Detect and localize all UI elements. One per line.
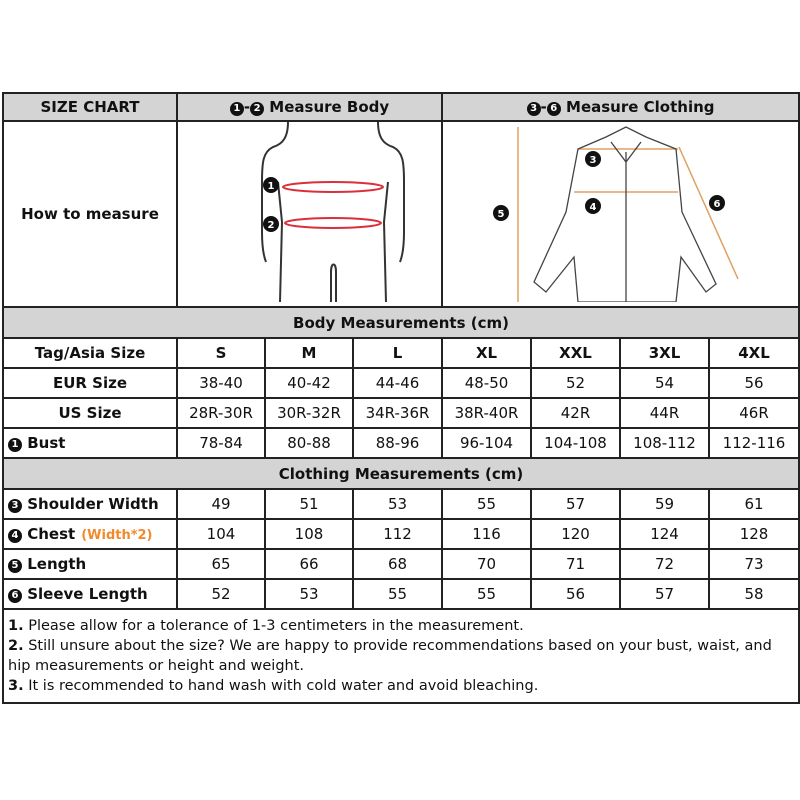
value-cell: 61 (709, 489, 799, 519)
value-cell: 108 (265, 519, 353, 549)
value-cell: 78-84 (177, 428, 265, 458)
row-label (3, 549, 177, 579)
table-row (3, 519, 799, 549)
size-cell: XL (442, 338, 531, 368)
row-label-text: Shoulder Width (27, 495, 159, 513)
value-cell: 128 (709, 519, 799, 549)
row-label (3, 398, 177, 428)
value-cell: 48-50 (442, 368, 531, 398)
number-badge-icon: 3 (527, 102, 541, 116)
value-cell: 55 (353, 579, 442, 609)
number-badge-icon: 1 (8, 438, 22, 452)
row-label-text: US Size (58, 404, 122, 422)
row-label (3, 368, 177, 398)
value-cell: 68 (353, 549, 442, 579)
value-cell: 57 (531, 489, 620, 519)
value-cell: 40-42 (265, 368, 353, 398)
measure-body-header: 1 - 2 Measure Body (177, 93, 442, 121)
value-cell: 58 (709, 579, 799, 609)
value-cell: 120 (531, 519, 620, 549)
value-cell: 57 (620, 579, 709, 609)
row-label (3, 489, 177, 519)
value-cell: 124 (620, 519, 709, 549)
value-cell: 80-88 (265, 428, 353, 458)
shirt-figure-icon (466, 122, 776, 302)
value-cell: 55 (442, 489, 531, 519)
value-cell: 70 (442, 549, 531, 579)
value-cell: 56 (709, 368, 799, 398)
table-row (3, 549, 799, 579)
value-cell: 42R (531, 398, 620, 428)
value-cell: 51 (265, 489, 353, 519)
value-cell: 71 (531, 549, 620, 579)
measure-body-label: Measure Body (269, 98, 390, 116)
table-row (3, 579, 799, 609)
value-cell: 53 (265, 579, 353, 609)
width-note: (Width*2) (81, 528, 153, 543)
number-badge-icon: 3 (8, 499, 22, 513)
value-cell: 104 (177, 519, 265, 549)
value-cell: 38-40 (177, 368, 265, 398)
value-cell: 108-112 (620, 428, 709, 458)
table-row (3, 489, 799, 519)
number-badge-icon: 1 (230, 102, 244, 116)
number-badge-icon: 6 (8, 589, 22, 603)
value-cell: 38R-40R (442, 398, 531, 428)
value-cell: 59 (620, 489, 709, 519)
size-cell: 3XL (620, 338, 709, 368)
table-row (3, 428, 799, 458)
value-cell: 30R-32R (265, 398, 353, 428)
size-cell: M (265, 338, 353, 368)
table-row (3, 368, 799, 398)
value-cell: 56 (531, 579, 620, 609)
value-cell: 112 (353, 519, 442, 549)
row-label-text: EUR Size (52, 374, 128, 392)
size-cell: S (177, 338, 265, 368)
number-badge-icon: 4 (8, 529, 22, 543)
row-label-text: Bust (27, 434, 66, 452)
sizes-label: Tag/Asia Size (3, 338, 177, 368)
value-cell: 73 (709, 549, 799, 579)
size-cell: L (353, 338, 442, 368)
row-label (3, 579, 177, 609)
note-item: 3. It is recommended to hand wash with cold water and avoid bleaching. (8, 678, 539, 694)
measure-clothing-label: Measure Clothing (566, 98, 715, 116)
value-cell: 46R (709, 398, 799, 428)
clothing-illustration (442, 121, 799, 307)
value-cell: 44-46 (353, 368, 442, 398)
value-cell: 72 (620, 549, 709, 579)
value-cell: 34R-36R (353, 398, 442, 428)
svg-text:5: 5 (497, 209, 504, 220)
svg-text:4: 4 (589, 202, 596, 213)
clothing-section-title: Clothing Measurements (cm) (3, 458, 799, 489)
body-section-title: Body Measurements (cm) (3, 307, 799, 338)
body-illustration (177, 121, 442, 307)
notes-cell (3, 609, 799, 703)
size-chart-title: SIZE CHART (3, 93, 177, 121)
note-item: 1. Please allow for a tolerance of 1-3 centimeters in the measurement. (8, 618, 524, 634)
value-cell: 53 (353, 489, 442, 519)
svg-text:3: 3 (589, 155, 596, 166)
header-row (3, 93, 799, 121)
row-label (3, 428, 177, 458)
illustration-row (3, 121, 799, 307)
body-section-row (3, 307, 799, 338)
value-cell: 28R-30R (177, 398, 265, 428)
value-cell: 65 (177, 549, 265, 579)
value-cell: 54 (620, 368, 709, 398)
value-cell: 112-116 (709, 428, 799, 458)
body-figure-icon (178, 122, 488, 302)
row-label (3, 519, 177, 549)
clothing-section-row (3, 458, 799, 489)
svg-text:1: 1 (267, 181, 275, 192)
value-cell: 104-108 (531, 428, 620, 458)
value-cell: 55 (442, 579, 531, 609)
row-label-text: Sleeve Length (27, 585, 148, 603)
note-item: 2. Still unsure about the size? We are happy to provide recommendations based on your bust, waist, and hip measurements or height and weight. (8, 638, 772, 674)
value-cell: 52 (177, 579, 265, 609)
size-cell: 4XL (709, 338, 799, 368)
value-cell: 116 (442, 519, 531, 549)
row-label-text: Chest (27, 525, 76, 543)
value-cell: 88-96 (353, 428, 442, 458)
svg-text:2: 2 (267, 220, 275, 231)
value-cell: 52 (531, 368, 620, 398)
value-cell: 96-104 (442, 428, 531, 458)
table-row (3, 398, 799, 428)
how-to-measure-label: How to measure (3, 121, 177, 307)
value-cell: 44R (620, 398, 709, 428)
svg-text:6: 6 (713, 199, 720, 210)
measure-clothing-header: 3 - 6 Measure Clothing (442, 93, 799, 121)
number-badge-icon: 5 (8, 559, 22, 573)
size-chart-table (2, 92, 800, 704)
number-badge-icon: 6 (547, 102, 561, 116)
number-badge-icon: 2 (250, 102, 264, 116)
value-cell: 49 (177, 489, 265, 519)
notes-row (3, 609, 799, 703)
size-row (3, 338, 799, 368)
size-cell: XXL (531, 338, 620, 368)
row-label-text: Length (27, 555, 87, 573)
value-cell: 66 (265, 549, 353, 579)
